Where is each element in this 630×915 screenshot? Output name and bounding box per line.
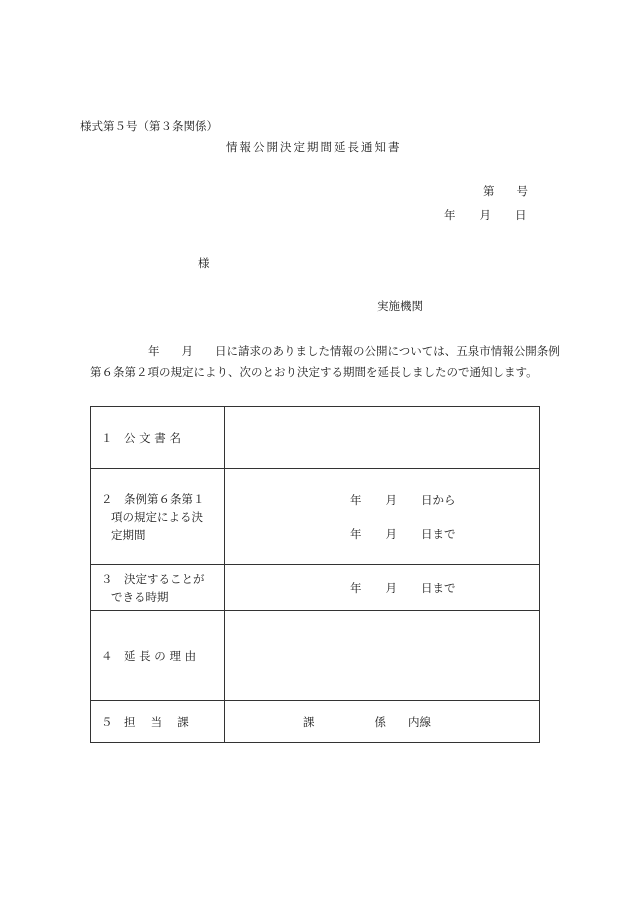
row-label-department: ５ 担 当 課 <box>91 701 225 743</box>
row-label-decision-period: ２ 条例第６条第１ 項の規定による決 定期間 <box>91 469 225 565</box>
body-year: 年 <box>148 344 160 358</box>
row-value-extension-reason <box>225 611 540 701</box>
reference-number <box>483 183 528 199</box>
issue-date-year: 年 <box>444 208 456 222</box>
row-value-department: 課 係 内線 <box>225 701 540 743</box>
row-label-extension-reason: ４ 延 長 の 理 由 <box>91 611 225 701</box>
table-row <box>91 611 540 701</box>
body-paragraph <box>90 341 560 383</box>
body-text: 日に請求のありました情報の公開については、五泉市情報公開条例第６条第２項の規定により、次のとおり決定する期間を延長しましたので通知します。 <box>90 344 560 379</box>
addressee-suffix: 様 <box>198 256 210 270</box>
issuer-label: 実施機関 <box>377 299 423 313</box>
issue-date <box>444 207 527 223</box>
reference-go: 号 <box>516 184 528 198</box>
reference-dai: 第 <box>483 184 495 198</box>
notice-table <box>90 406 540 743</box>
row-value-document-name <box>225 407 540 469</box>
period-to: 年 月 日まで <box>350 526 456 541</box>
row-value-decision-time: 年 月 日まで <box>225 565 540 611</box>
body-month: 月 <box>181 344 193 358</box>
period-from: 年 月 日から <box>350 492 456 507</box>
row-label-document-name: １ 公 文 書 名 <box>91 407 225 469</box>
document-title: 情報公開決定期間延長通知書 <box>226 140 402 154</box>
table-row <box>91 469 540 565</box>
row-label-decision-time: ３ 決定することが できる時期 <box>91 565 225 611</box>
table-row <box>91 565 540 611</box>
table-row <box>91 407 540 469</box>
table-row <box>91 701 540 743</box>
form-number: 様式第５号（第３条関係） <box>80 119 218 133</box>
issue-date-month: 月 <box>479 208 491 222</box>
issue-date-day: 日 <box>515 208 527 222</box>
row-value-decision-period <box>225 469 540 565</box>
